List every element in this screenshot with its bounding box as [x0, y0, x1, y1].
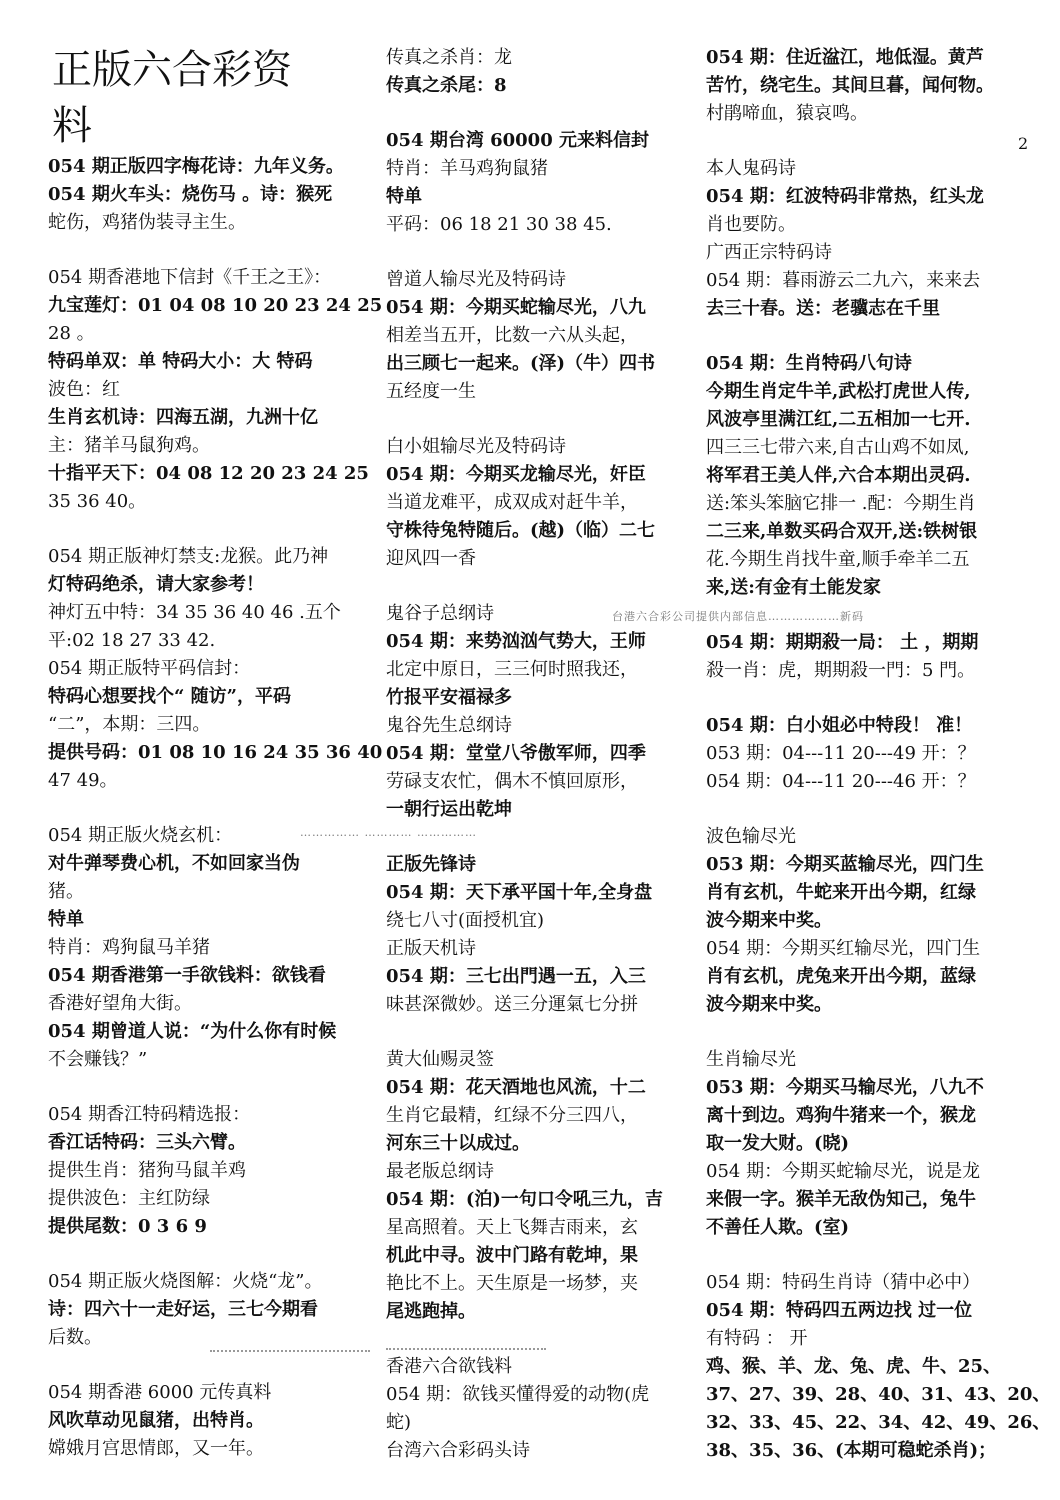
col2-text-line: 守株待兔特随后。(越)（临）二七	[386, 520, 656, 541]
col2-text-line: 味甚深微妙。送三分運氣七分拼	[386, 994, 638, 1015]
col3-text-line: 送:笨头笨脑它排一 .配：今期生肖	[706, 493, 976, 514]
col2-text-line: 北定中原日，三三何时照我还，	[386, 659, 638, 680]
col2-text-line: 最老版总纲诗	[386, 1161, 494, 1182]
col2-text-line: 星高照着。天上飞舞吉雨来，玄	[386, 1217, 638, 1238]
col2-text-line: 出三顾七一起来。(泽)（牛）四书	[386, 353, 656, 374]
col3-text-line: 有特码 ： 开	[706, 1328, 808, 1349]
col1-text-line: 提供尾数：0 3 6 9	[48, 1216, 207, 1237]
col3-text-line: 肖有玄机，虎兔来开出今期，蓝绿	[706, 966, 976, 987]
col2-text-line: 054 期：来势汹汹气势大，王师	[386, 631, 646, 652]
page-title-line1: 正版六合彩资	[52, 47, 292, 93]
col1-text-line: 主：猪羊马鼠狗鸡。	[48, 435, 210, 456]
col1-text-line: 特单	[48, 909, 84, 930]
col2-text-line: 白小姐输尽光及特码诗	[386, 436, 566, 457]
col3-text-line: 053 期：今期买蓝输尽光，四门生	[706, 854, 984, 875]
col1-text-line: 054 期香江特码精选报：	[48, 1104, 251, 1125]
col1-text-line: 十指平天下：04 08 12 20 23 24 25	[48, 463, 369, 484]
col2-text-line: 当道龙难平，成双成对赶牛羊，	[386, 492, 638, 513]
col1-text-line: 特码单双：单 特码大小：大 特码	[48, 351, 313, 372]
divider	[386, 1348, 546, 1350]
col2-text-line: 054 期：天下承平国十年,全身盘	[386, 882, 653, 903]
col2-text-line: 相差当五开，比数一六从头起，	[386, 325, 638, 346]
col1-text-line: 054 期正版神灯禁支:龙猴。此乃神	[48, 546, 329, 567]
col1-text-line: 九宝莲灯：01 04 08 10 20 23 24 25	[48, 295, 383, 316]
col2-text-line: 机此中寻。波中门路有乾坤，果	[386, 1245, 638, 1266]
col2-text-line: 香港六合欲钱料	[386, 1356, 512, 1377]
page-title-line2: 料	[52, 103, 92, 149]
col2-text-line: 蛇)	[386, 1412, 412, 1433]
col3-text-line: 广西正宗特码诗	[706, 242, 832, 263]
col2-text-line: 曾道人输尽光及特码诗	[386, 269, 566, 290]
divider	[210, 1350, 370, 1352]
col1-text-line: 后数。	[48, 1327, 102, 1348]
col1-text-line: 神灯五中特：34 35 36 40 46 .五个	[48, 602, 341, 623]
col2-text-line: 一朝行运出乾坤	[386, 799, 512, 820]
col1-text-line: 波色：红	[48, 379, 120, 400]
col3-text-line: 054 期：期期殺一局： 土 ，期期	[706, 632, 979, 653]
col1-text-line: 28 。	[48, 323, 95, 344]
col2-text-line: 艳比不上。天生原是一场梦，夹	[386, 1273, 638, 1294]
col3-text-line: 053 期：今期买马输尽光，八九不	[706, 1077, 984, 1098]
col3-text-line: 波今期来中奖。	[706, 910, 832, 931]
col1-text-line: 猪。	[48, 881, 84, 902]
col2-text-line: 鬼谷子总纲诗	[386, 603, 494, 624]
col1-text-line: 054 期正版火烧图解：火烧“龙”。	[48, 1271, 323, 1292]
col2-text-line: 054 期：欲钱买懂得爱的动物(虎	[386, 1384, 650, 1405]
col2-text-line: 特肖：羊马鸡狗鼠猪	[386, 158, 548, 179]
col3-text-line: 054 期：白小姐必中特段！ 准！	[706, 715, 973, 736]
col1-text-line: 35 36 40。	[48, 491, 147, 512]
col2-text-line: 鬼谷先生总纲诗	[386, 715, 512, 736]
col1-text-line: “二”，本期：三四。	[48, 714, 211, 735]
col2-text-line: 黄大仙赐灵签	[386, 1049, 494, 1070]
col2-text-line: 五经度一生	[386, 381, 476, 402]
col3-text-line: 32、33、45、22、34、42、49、26、	[706, 1412, 1051, 1433]
col3-text-line: 肖也要防。	[706, 214, 796, 235]
col1-text-line: 诗：四六十一走好运，三七今期看	[48, 1299, 318, 1320]
col3-text-line: 波色输尽光	[706, 826, 796, 847]
col2-text-line: 054 期：三七出門遇一五，入三	[386, 966, 646, 987]
col2-text-line: 传真之杀尾：8	[386, 75, 507, 96]
col3-text-line: 054 期：今期买红输尽光，四门生	[706, 938, 981, 959]
col1-text-line: 054 期火车头：烧伤马 。诗：猴死	[48, 184, 333, 205]
col3-text-line: 二三来,单数买码合双开,送:铁树银	[706, 521, 978, 542]
col3-text-line: 38、35、36、(本期可稳蛇杀肖)；	[706, 1440, 997, 1461]
col1-text-line: 对牛弹琴费心机，不如回家当伪	[48, 853, 300, 874]
col3-text-line: 离十到边。鸡狗牛猪来一个，猴龙	[706, 1105, 976, 1126]
col3-text-line: 村鹃啼血，猿哀鸣。	[706, 103, 868, 124]
col1-text-line: 特码心想要找个“ 随访”，平码	[48, 686, 291, 707]
col2-text-line: 正版天机诗	[386, 938, 476, 959]
col2-text-line: 054 期台湾 60000 元来料信封	[386, 130, 649, 151]
col3-text-line: 风波亭里满江红,二五相加一七开.	[706, 409, 971, 430]
col1-text-line: 054 期香港地下信封《千王之王》：	[48, 267, 332, 288]
col2-text-line: 劳碌支农忙，偶木不慎回原形，	[386, 771, 638, 792]
col1-text-line: 生肖玄机诗：四海五湖，九洲十亿	[48, 407, 318, 428]
col1-text-line: 不会赚钱？”	[48, 1049, 148, 1070]
col2-text-line: 河东三十以成过。	[386, 1133, 530, 1154]
col3-text-line: 去三十春。送：老骥志在千里	[706, 298, 940, 319]
col3-text-line: 054 期：今期买蛇输尽光，说是龙	[706, 1161, 981, 1182]
col3-text-line: 苦竹，绕宅生。其间旦暮，闻何物。	[706, 75, 994, 96]
col3-text-line: 054 期：红波特码非常热，红头龙	[706, 186, 984, 207]
col2-text-line: 平码：06 18 21 30 38 45.	[386, 214, 612, 235]
col1-text-line: 提供号码：01 08 10 16 24 35 36 40	[48, 742, 383, 763]
col3-text-line: 花.今期生肖找牛童,顺手牵羊二五	[706, 549, 970, 570]
col1-text-line: 47 49。	[48, 770, 118, 791]
col3-text-line: 波今期来中奖。	[706, 994, 832, 1015]
col3-text-line: 生肖输尽光	[706, 1049, 796, 1070]
col1-text-line: 054 期香港 6000 元传真料	[48, 1382, 272, 1403]
col1-text-line: 蛇伤，鸡猪伪装寻主生。	[48, 212, 246, 233]
col1-text-line: 风吹草动见鼠猪，出特肖。	[48, 1410, 264, 1431]
col1-text-line: 054 期正版特平码信封：	[48, 658, 251, 679]
col1-text-line: 提供波色：主红防绿	[48, 1188, 210, 1209]
col3-text-line: 054 期：特码四五两边找 过一位	[706, 1300, 973, 1321]
col2-text-line: 尾逃跑掉。	[386, 1301, 476, 1322]
scan-noise-text: 台港六合彩公司提供内部信息………………新码	[612, 610, 864, 623]
col2-text-line: 台湾六合彩码头诗	[386, 1440, 530, 1461]
col2-text-line: 特单	[386, 186, 422, 207]
col3-text-line: 来假一字。猴羊无敌伪知己，兔牛	[706, 1189, 976, 1210]
col3-text-line: 054 期：04---11 20---46 开：？	[706, 771, 976, 792]
col1-text-line: 香港好望角大街。	[48, 993, 192, 1014]
col2-text-line: 054 期：今期买龙输尽光，奸臣	[386, 464, 646, 485]
col2-text-line: 054 期：花天酒地也风流，十二	[386, 1077, 646, 1098]
col3-text-line: 鸡、猴、羊、龙、兔、虎、牛、25、	[706, 1356, 1002, 1377]
col3-text-line: 37、27、39、28、40、31、43、20、	[706, 1384, 1051, 1405]
col3-text-line: 今期生肖定牛羊,武松打虎世人传,	[706, 381, 971, 402]
col1-text-line: 054 期正版四字梅花诗：九年义务。	[48, 156, 344, 177]
col3-text-line: 将军君王美人伴,六合本期出灵码.	[706, 465, 971, 486]
col2-text-line: 生肖它最精，红绿不分三四八，	[386, 1105, 638, 1126]
col3-text-line: 取一发大财。(晓)	[706, 1133, 850, 1154]
col3-text-line: 054 期：特码生肖诗（猜中必中）	[706, 1272, 981, 1293]
col1-text-line: 054 期香港第一手欲钱料：欲钱看	[48, 965, 326, 986]
col3-text-line: 054 期：住近湓江，地低湿。黄芦	[706, 47, 984, 68]
col3-text-line: 四三三七带六来,自古山鸡不如凤,	[706, 437, 970, 458]
col3-text-line: 殺一肖：虎，期期殺一門：5 門。	[706, 660, 976, 681]
scan-noise-text: …………… ………… ……………	[300, 826, 477, 839]
col3-text-line: 肖有玄机，牛蛇来开出今期，红绿	[706, 882, 976, 903]
col1-text-line: 嫦娥月宫思情郎，又一年。	[48, 1438, 264, 1459]
page-number: 2	[1018, 134, 1029, 153]
col2-text-line: 迎风四一香	[386, 548, 476, 569]
col3-text-line: 053 期：04---11 20---49 开：？	[706, 743, 976, 764]
col1-text-line: 平:02 18 27 33 42.	[48, 630, 216, 651]
col3-text-line: 不善任人欺。(室)	[706, 1217, 850, 1238]
col1-text-line: 054 期曾道人说：“为什么你有时候	[48, 1021, 337, 1042]
col2-text-line: 054 期：今期买蛇输尽光，八九	[386, 297, 646, 318]
col2-text-line: 传真之杀肖：龙	[386, 47, 512, 68]
col1-text-line: 灯特码绝杀，请大家参考！	[48, 574, 264, 595]
col2-text-line: 竹报平安福禄多	[386, 687, 512, 708]
col2-text-line: 绕七八寸(面授机宜)	[386, 910, 545, 931]
col3-text-line: 054 期：生肖特码八句诗	[706, 353, 912, 374]
col1-text-line: 提供生肖：猪狗马鼠羊鸡	[48, 1160, 246, 1181]
col2-text-line: 正版先锋诗	[386, 854, 476, 875]
col2-text-line: 054 期：堂堂八爷傲军师，四季	[386, 743, 646, 764]
col3-text-line: 054 期：暮雨游云二九六，来来去	[706, 270, 981, 291]
col2-text-line: 054 期：(泊)一句口令吼三九，吉	[386, 1189, 663, 1210]
col1-text-line: 054 期正版火烧玄机：	[48, 825, 233, 846]
col1-text-line: 特肖：鸡狗鼠马羊猪	[48, 937, 210, 958]
col1-text-line: 香江话特码：三头六臂。	[48, 1132, 246, 1153]
col3-text-line: 本人鬼码诗	[706, 158, 796, 179]
col3-text-line: 来,送:有金有土能发家	[706, 577, 881, 598]
